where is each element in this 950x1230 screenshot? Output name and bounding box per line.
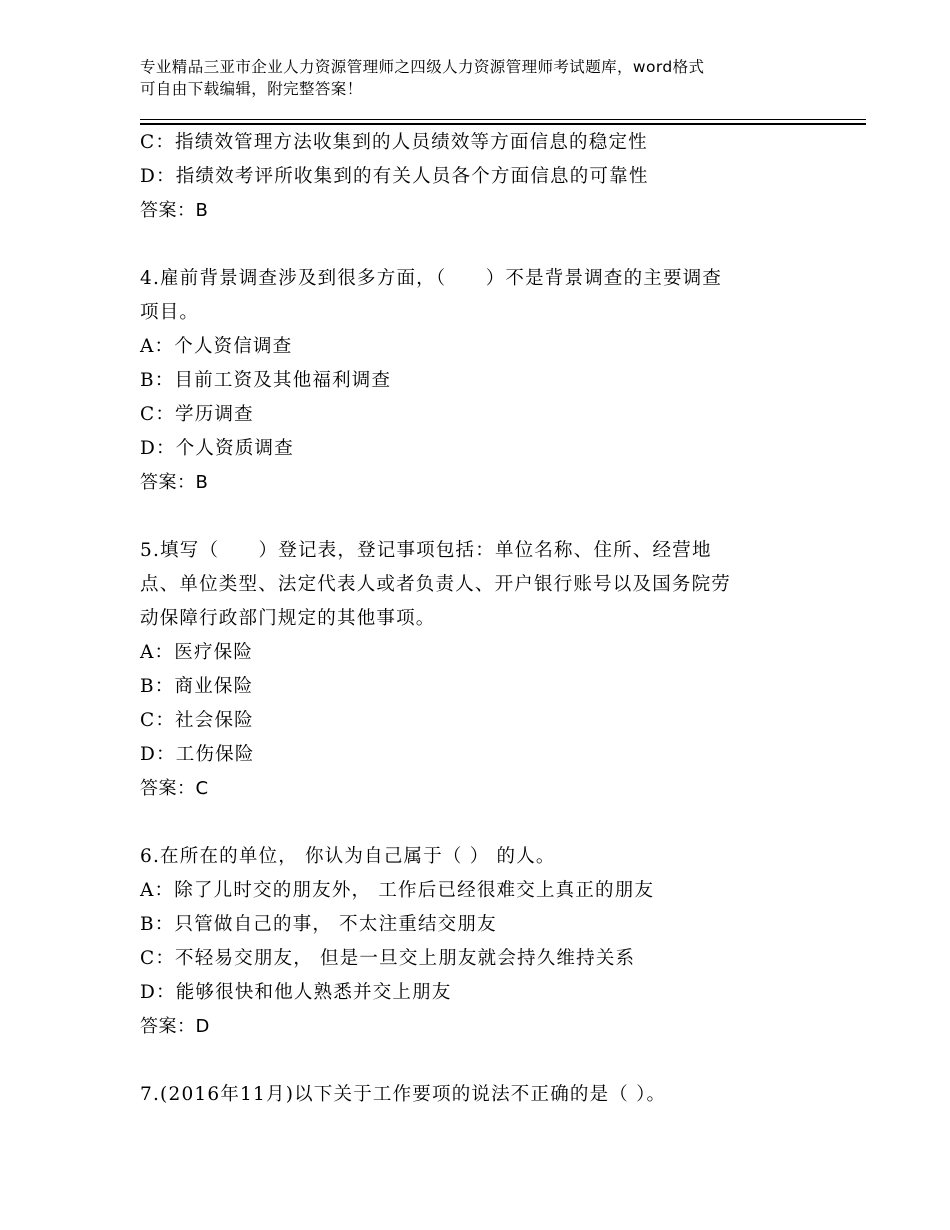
question-content [140,126,820,1112]
option-d: D：个人资质调查 [140,438,294,459]
header-line-2: 可自由下载编辑，附完整答案！ [140,80,363,98]
question-7-block [140,1078,820,1112]
answer-label: 答案：B [140,472,209,493]
option-b: B：只管做自己的事， 不太注重结交朋友 [140,914,497,935]
option-c: C：指绩效管理方法收集到的人员绩效等方面信息的稳定性 [140,132,648,153]
question-stem: 7.(2016年11月)以下关于工作要项的说法不正确的是（ ）。 [140,1084,667,1105]
option-b: B：目前工资及其他福利调查 [140,370,392,391]
spacer [140,228,820,262]
question-6-block [140,840,820,1044]
question-stem: 项目。 [140,302,200,323]
option-d: D：能够很快和他人熟悉并交上朋友 [140,982,452,1003]
document-header [140,56,820,100]
question-stem: 6.在所在的单位， 你认为自己属于（ ） 的人。 [140,846,556,867]
answer-label: 答案：B [140,200,209,221]
option-a: A：医疗保险 [140,642,254,663]
question-5-block [140,534,820,806]
spacer [140,1044,820,1078]
question-stem: 5.填写（ ）登记表，登记事项包括：单位名称、住所、经营地 [140,540,712,561]
option-a: A：个人资信调查 [140,336,293,357]
option-c: C：社会保险 [140,710,254,731]
question-stem: 动保障行政部门规定的其他事项。 [140,608,436,629]
prev-question-block [140,126,820,228]
spacer [140,806,820,840]
question-stem: 4.雇前背景调查涉及到很多方面，（ ）不是背景调查的主要调查 [140,268,723,289]
option-c: C：不轻易交朋友， 但是一旦交上朋友就会持久维持关系 [140,948,636,969]
header-divider [140,119,866,125]
question-stem: 点、单位类型、法定代表人或者负责人、开户银行账号以及国务院劳 [140,574,732,595]
option-c: C：学历调查 [140,404,254,425]
option-a: A：除了儿时交的朋友外， 工作后已经很难交上真正的朋友 [140,880,655,901]
answer-label: 答案：C [140,778,209,799]
spacer [140,500,820,534]
answer-label: 答案：D [140,1016,210,1037]
header-line-1: 专业精品三亚市企业人力资源管理师之四级人力资源管理师考试题库，word格式 [140,58,705,76]
option-b: B：商业保险 [140,676,254,697]
option-d: D：工伤保险 [140,744,255,765]
option-d: D：指绩效考评所收集到的有关人员各个方面信息的可靠性 [140,166,649,187]
question-4-block [140,262,820,500]
